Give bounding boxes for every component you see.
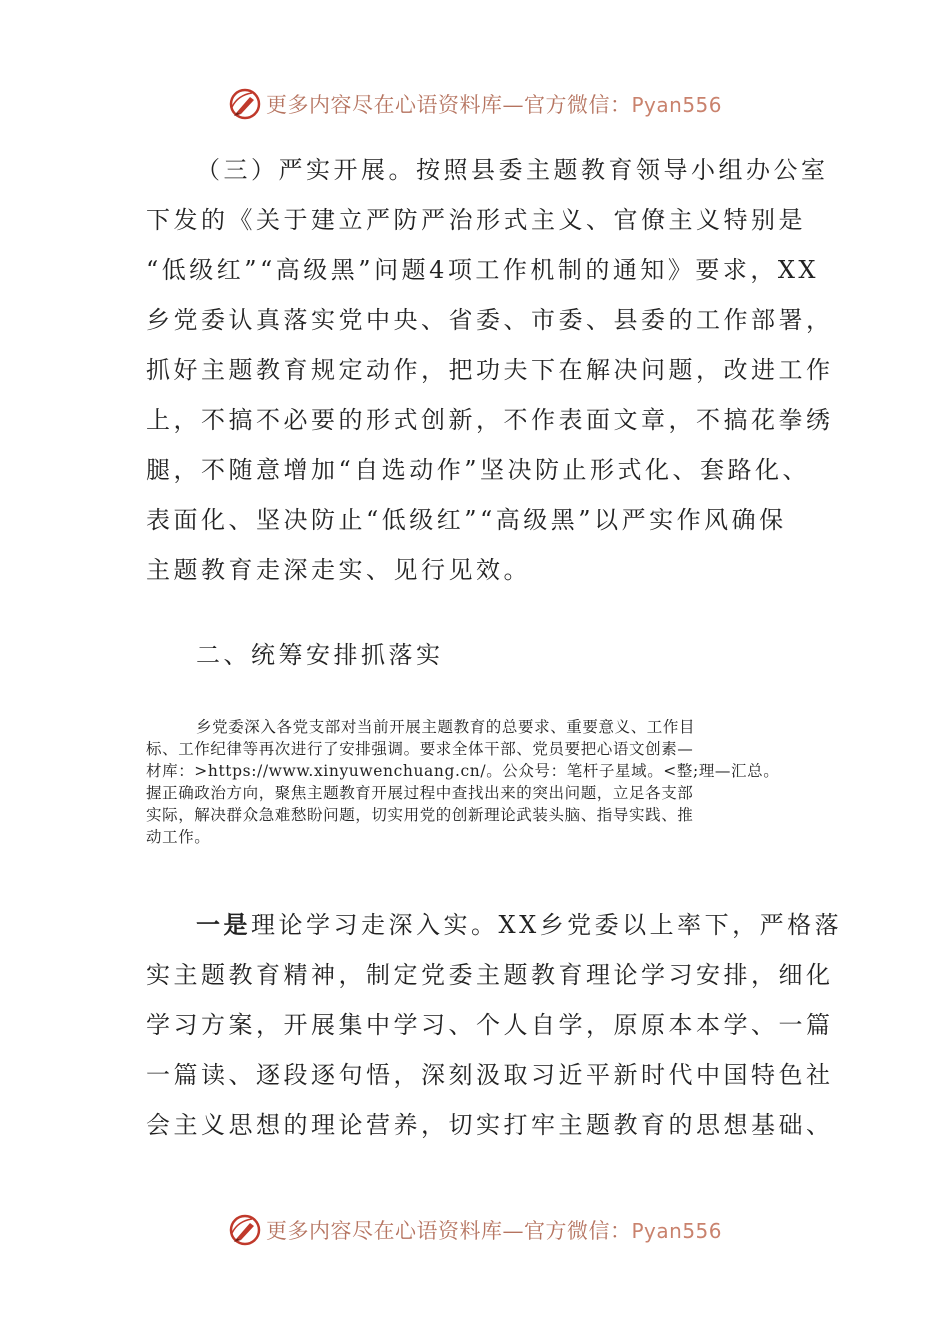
text-line: 下发的《关于建立严防严治形式主义、官僚主义特别是 xyxy=(146,206,806,234)
text-line-first xyxy=(146,900,843,950)
banner-dash: — xyxy=(502,1219,524,1243)
text-line: 实主题教育精神，制定党委主题教育理论学习安排，细化 xyxy=(146,961,834,989)
lead-emphasis: 一是 xyxy=(196,910,251,939)
banner-library-text: 更多内容尽在心语资料库 xyxy=(266,93,503,117)
text-line: 学习方案，开展集中学习、个人自学，原原本本学、一篇 xyxy=(146,1011,834,1039)
text-line: 一篇读、逐段逐句悟，深刻汲取习近平新时代中国特色社 xyxy=(146,1061,834,1089)
text-line: 动工作。 xyxy=(146,828,211,846)
text-fragment: 理论学习走深入实。XX乡党委以上率下，严格落 xyxy=(251,911,843,939)
section-heading: 二、统筹安排抓落实 xyxy=(196,641,444,669)
text-line: 乡党委深入各党支部对当前开展主题教育的总要求、重要意义、工作目 xyxy=(196,718,696,736)
banner-wechat-id: Pyan556 xyxy=(631,93,723,117)
banner-library-text: 更多内容尽在心语资料库 xyxy=(266,1219,503,1243)
banner-wechat-label: 官方微信： xyxy=(524,93,632,117)
banner-text xyxy=(266,89,722,119)
text-line: 乡党委认真落实党中央、省委、市委、县委的工作部署， xyxy=(146,306,834,334)
pen-nib-logo-icon xyxy=(228,1213,262,1247)
header-banner xyxy=(228,84,748,124)
text-line: 会主义思想的理论营养，切实打牢主题教育的思想基础、 xyxy=(146,1111,834,1139)
text-line: 标、工作纪律等再次进行了安排强调。要求全体干部、党员要把心语文创素— xyxy=(146,740,694,758)
banner-wechat-id: Pyan556 xyxy=(631,1219,723,1243)
pen-nib-logo-icon xyxy=(228,87,262,121)
paragraph-strict-implementation xyxy=(146,145,834,595)
text-line: “低级红”“高级黑”问题4项工作机制的通知》要求，XX xyxy=(146,256,820,284)
text-line: 材库：>https://www.xinyuwenchuang.cn/。公众号：笔杆子星域。<整;理—汇总。 xyxy=(146,762,780,780)
text-line: 握正确政治方向，聚焦主题教育开展过程中查找出来的突出问题，立足各支部 xyxy=(146,784,694,802)
paragraph-coordination xyxy=(146,716,818,848)
banner-text xyxy=(266,1215,722,1245)
footer-banner xyxy=(228,1210,748,1250)
text-line: 上，不搞不必要的形式创新，不作表面文章，不搞花拳绣 xyxy=(146,406,834,434)
paragraph-theory-study xyxy=(146,900,843,1150)
text-line: 腿，不随意增加“自选动作”坚决防止形式化、套路化、 xyxy=(146,456,811,484)
text-line: 主题教育走深走实、见行见效。 xyxy=(146,556,531,584)
text-line: 抓好主题教育规定动作，把功夫下在解决问题，改进工作 xyxy=(146,356,834,384)
text-line: （三）严实开展。按照县委主题教育领导小组办公室 xyxy=(196,156,829,184)
text-line: 实际，解决群众急难愁盼问题，切实用党的创新理论武装头脑、指导实践、推 xyxy=(146,806,694,824)
banner-dash: — xyxy=(502,93,524,117)
banner-wechat-label: 官方微信： xyxy=(524,1219,632,1243)
text-line: 表面化、坚决防止“低级红”“高级黑”以严实作风确保 xyxy=(146,506,787,534)
